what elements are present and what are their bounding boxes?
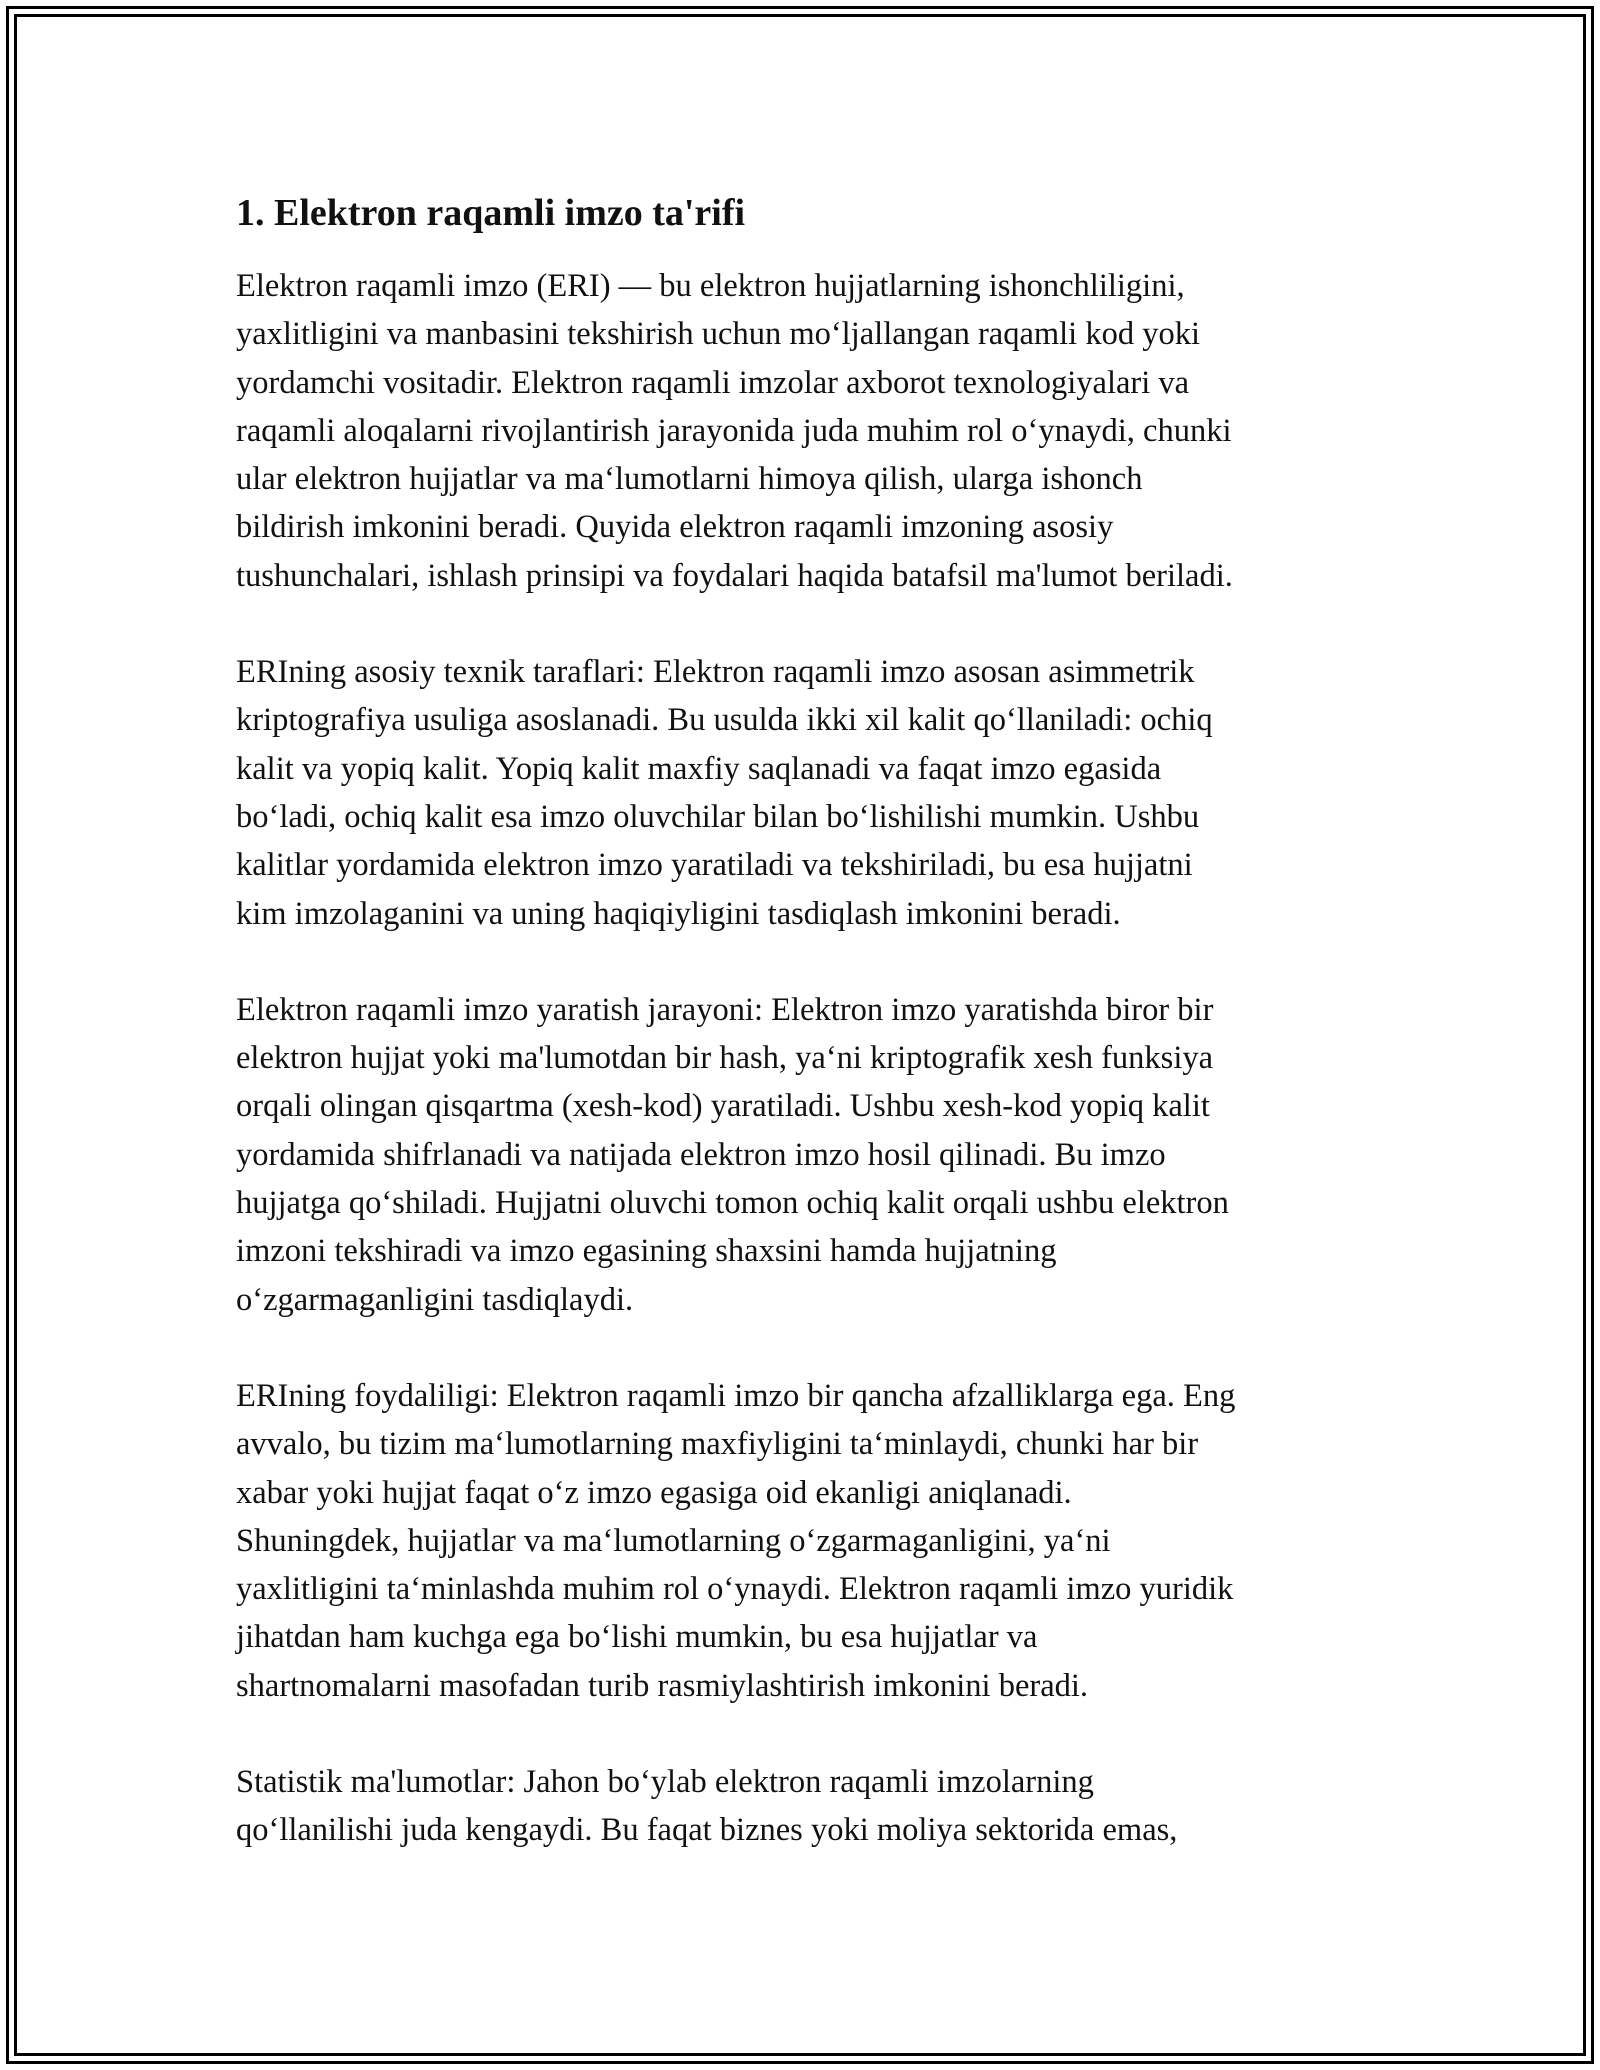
text-line: hujjatga qoʻshiladi. Hujjatni oluvchi tomon ochiq kalit orqali ushbu elektron [236,1185,1229,1222]
text-line: Elektron raqamli imzo (ERI) — bu elektron hujjatlarning ishonchliligini, [236,268,1185,304]
paragraph-creation-process [236,986,1376,1324]
text-line: Statistik ma'lumotlar: Jahon boʻylab elektron raqamli imzolarning [236,1764,1094,1801]
document-body [236,188,1376,1903]
text-line: kalitlar yordamida elektron imzo yaratiladi va tekshiriladi, bu esa hujjatni [236,847,1193,884]
text-line: avvalo, bu tizim maʻlumotlarning maxfiyligini taʻminlaydi, chunki har bir [236,1426,1199,1463]
text-line: orqali olingan qisqartma (xesh-kod) yaratiladi. Ushbu xesh-kod yopiq kalit [236,1088,1210,1125]
text-line: yaxlitligini taʻminlashda muhim rol oʻynaydi. Elektron raqamli imzo yuridik [236,1571,1234,1608]
text-line: yaxlitligini va manbasini tekshirish uchun moʻljallangan raqamli kod yoki [236,316,1200,353]
text-line: bildirish imkonini beradi. Quyida elektron raqamli imzoning asosiy [236,509,1114,546]
text-line: tushunchalari, ishlash prinsipi va foydalari haqida batafsil ma'lumot beriladi. [236,557,1233,594]
text-line: imzoni tekshiradi va imzo egasining shaxsini hamda hujjatning [236,1233,1057,1270]
text-line: oʻzgarmaganligini tasdiqlaydi. [236,1281,634,1318]
section-title: 1. Elektron raqamli imzo ta'rifi [236,192,746,234]
text-line: xabar yoki hujjat faqat oʻz imzo egasiga oid ekanligi aniqlanadi. [236,1474,1072,1511]
paragraph-definition [236,262,1376,600]
text-line: kalit va yopiq kalit. Yopiq kalit maxfiy saqlanadi va faqat imzo egasida [236,750,1162,787]
paragraph-technical-aspects [236,648,1376,938]
text-line: yordamchi vositadir. Elektron raqamli imzolar axborot texnologiyalari va [236,364,1190,401]
text-line: ERIning foydaliligi: Elektron raqamli imzo bir qancha afzalliklarga ega. Eng [236,1377,1236,1414]
text-line: elektron hujjat yoki ma'lumotdan bir hash, yaʻni kriptografik xesh funksiya [236,1040,1214,1077]
text-line: Elektron raqamli imzo yaratish jarayoni: Elektron imzo yaratishda biror bir [236,991,1214,1028]
text-line: shartnomalarni masofadan turib rasmiylashtirish imkonini beradi. [236,1667,1089,1704]
paragraph-statistics [236,1758,1376,1855]
text-line: kriptografiya usuliga asoslanadi. Bu usulda ikki xil kalit qoʻllaniladi: ochiq [236,702,1213,739]
text-line: qoʻllanilishi juda kengaydi. Bu faqat biznes yoki moliya sektorida emas, [236,1812,1178,1849]
text-line: boʻladi, ochiq kalit esa imzo oluvchilar bilan boʻlishilishi mumkin. Ushbu [236,798,1200,835]
paragraph-benefits [236,1372,1376,1710]
text-line: Shuningdek, hujjatlar va maʻlumotlarning oʻzgarmaganligini, yaʻni [236,1522,1111,1559]
text-line: yordamida shifrlanadi va natijada elektron imzo hosil qilinadi. Bu imzo [236,1136,1166,1173]
text-line: ular elektron hujjatlar va maʻlumotlarni himoya qilish, ularga ishonch [236,461,1143,498]
text-line: jihatdan ham kuchga ega boʻlishi mumkin, bu esa hujjatlar va [236,1619,1038,1656]
text-line: kim imzolaganini va uning haqiqiyligini tasdiqlash imkonini beradi. [236,895,1121,932]
text-line: ERIning asosiy texnik taraflari: Elektron raqamli imzo asosan asimmetrik [236,654,1195,691]
text-line: raqamli aloqalarni rivojlantirish jarayonida juda muhim rol oʻynaydi, chunki [236,412,1232,449]
